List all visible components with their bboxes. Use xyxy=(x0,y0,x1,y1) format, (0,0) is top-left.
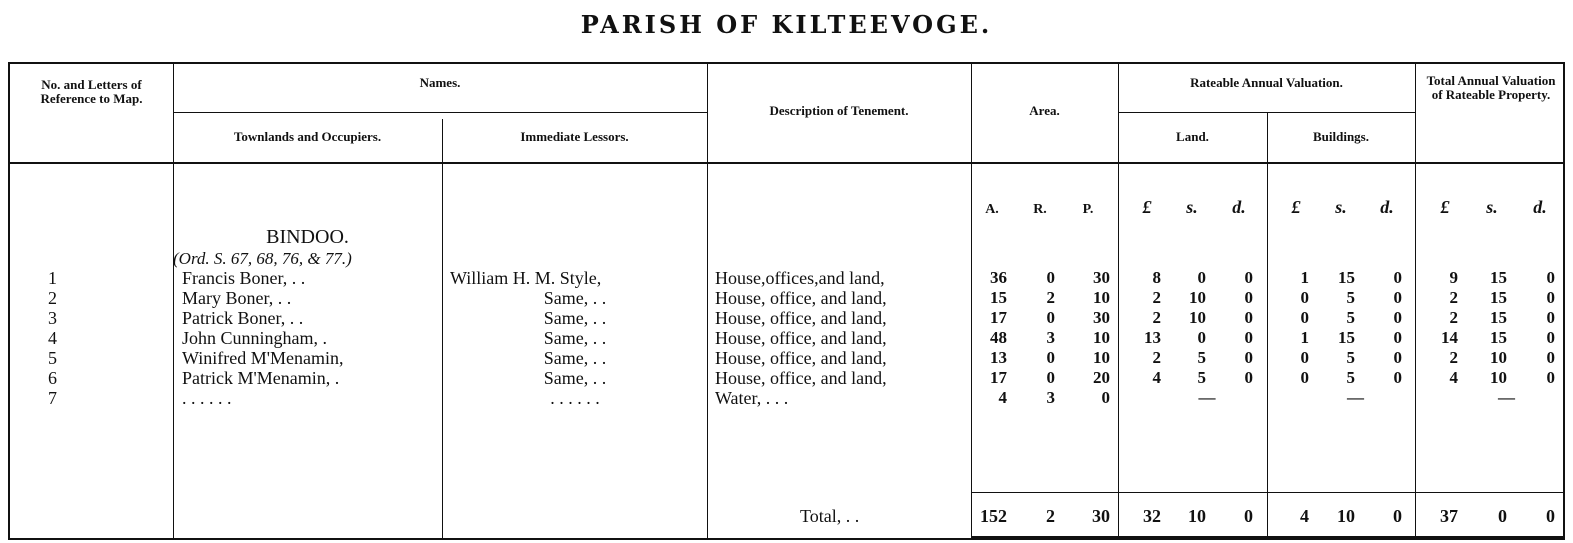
header-rateable: Rateable Annual Valuation. xyxy=(1190,75,1343,90)
buildings-value: 0 xyxy=(1300,348,1309,367)
header-names: Names. xyxy=(419,75,461,90)
land-value: 0 xyxy=(1244,368,1253,387)
townland-name: BINDOO. xyxy=(266,226,349,248)
area-value: 30 xyxy=(1093,268,1110,287)
land-value: 0 xyxy=(1197,268,1206,287)
buildings-value: 1 xyxy=(1300,268,1309,287)
area-value: 0 xyxy=(1101,388,1110,407)
area-value: 0 xyxy=(1046,348,1055,367)
lessor-name: Same, . . xyxy=(543,308,607,328)
unit-acres: A. xyxy=(985,202,999,217)
total-value: 9 xyxy=(1449,268,1458,287)
buildings-value: 0 xyxy=(1393,348,1402,367)
unit-pence: d. xyxy=(1380,197,1394,217)
occupier-name: Francis Boner, . . xyxy=(182,268,306,288)
header-rule xyxy=(1118,112,1415,113)
land-value: 8 xyxy=(1152,268,1161,287)
row-number: 7 xyxy=(48,388,57,408)
total-buildings-value: 0 xyxy=(1393,506,1402,526)
column-rule xyxy=(1267,112,1268,538)
total-buildings-value: 4 xyxy=(1300,506,1309,526)
buildings-value: 0 xyxy=(1393,268,1402,287)
occupier-name: Winifred M'Menamin, xyxy=(182,348,344,368)
total-rule xyxy=(971,492,1563,493)
total-area-value: 30 xyxy=(1092,506,1110,526)
tenement-description: House,offices,and land, xyxy=(715,268,885,288)
tenement-description: House, office, and land, xyxy=(715,348,887,368)
header-description: Description of Tenement. xyxy=(769,103,909,118)
area-value: 0 xyxy=(1046,268,1055,287)
header-rule xyxy=(10,162,1563,164)
column-rule xyxy=(1415,64,1416,538)
header-buildings: Buildings. xyxy=(1312,129,1369,144)
tenement-description: Water, . . . xyxy=(715,388,789,408)
row-number: 1 xyxy=(48,268,57,288)
header-townlands: Townlands and Occupiers. xyxy=(233,129,382,144)
page-title: PARISH OF KILTEEVOGE. xyxy=(580,10,993,39)
area-value: 48 xyxy=(990,328,1007,347)
buildings-value: 0 xyxy=(1300,308,1309,327)
lessor-name: . . . . . . xyxy=(550,388,600,408)
total-value: 14 xyxy=(1441,328,1458,347)
area-value: 0 xyxy=(1046,308,1055,327)
land-value: 4 xyxy=(1152,368,1161,387)
column-rule xyxy=(442,119,443,538)
total-value: 0 xyxy=(1546,268,1555,287)
land-value: 0 xyxy=(1244,308,1253,327)
row-number: 2 xyxy=(48,288,57,308)
land-value: 0 xyxy=(1244,328,1253,347)
total-value: 4 xyxy=(1449,368,1458,387)
area-value: 3 xyxy=(1046,388,1055,407)
lessor-name: Same, . . xyxy=(543,368,607,388)
header-land: Land. xyxy=(1176,129,1209,144)
total-area-value: 152 xyxy=(980,506,1007,526)
valuation-table xyxy=(8,62,1565,540)
total-value-dash: — xyxy=(1498,388,1515,407)
unit-perches: P. xyxy=(1082,202,1094,217)
unit-pence: d. xyxy=(1533,197,1547,217)
buildings-value: 15 xyxy=(1338,328,1355,347)
header-ref: No. and Letters of Reference to Map. xyxy=(40,77,143,106)
buildings-value: 15 xyxy=(1338,268,1355,287)
tenement-description: House, office, and land, xyxy=(715,308,887,328)
total-land-value: 10 xyxy=(1188,506,1206,526)
land-value: 2 xyxy=(1152,308,1161,327)
header-area: Area. xyxy=(1029,103,1060,118)
occupier-name: Patrick M'Menamin, . xyxy=(182,368,340,388)
area-value: 4 xyxy=(998,388,1007,407)
area-value: 2 xyxy=(1046,288,1055,307)
lessor-name: Same, . . xyxy=(543,348,607,368)
buildings-value: 5 xyxy=(1346,348,1355,367)
unit-shillings: s. xyxy=(1486,197,1498,217)
unit-pence: d. xyxy=(1232,197,1246,217)
total-value: 0 xyxy=(1546,288,1555,307)
total-value: 2 xyxy=(1449,308,1458,327)
land-value: 2 xyxy=(1152,348,1161,367)
header-lessors: Immediate Lessors. xyxy=(520,129,629,144)
area-value: 0 xyxy=(1046,368,1055,387)
row-number: 4 xyxy=(48,328,57,348)
tenement-description: House, office, and land, xyxy=(715,368,887,388)
area-value: 13 xyxy=(990,348,1007,367)
unit-pounds: £ xyxy=(1440,197,1450,217)
area-value: 3 xyxy=(1046,328,1055,347)
buildings-value: 0 xyxy=(1393,328,1402,347)
tenement-description: House, office, and land, xyxy=(715,288,887,308)
total-value: 2 xyxy=(1449,348,1458,367)
land-value-dash: — xyxy=(1198,388,1216,407)
land-value: 2 xyxy=(1152,288,1161,307)
occupier-name: Patrick Boner, . . xyxy=(182,308,304,328)
occupier-name: John Cunningham, . xyxy=(182,328,328,348)
occupier-name: Mary Boner, . . xyxy=(182,288,292,308)
area-value: 36 xyxy=(990,268,1007,287)
lessor-name: Same, . . xyxy=(543,288,607,308)
total-value: 2 xyxy=(1449,288,1458,307)
land-value: 10 xyxy=(1189,308,1206,327)
unit-shillings: s. xyxy=(1186,197,1198,217)
area-value: 10 xyxy=(1093,348,1110,367)
land-value: 0 xyxy=(1244,268,1253,287)
buildings-value: 1 xyxy=(1300,328,1309,347)
buildings-value: 0 xyxy=(1300,368,1309,387)
buildings-value: 5 xyxy=(1346,368,1355,387)
unit-pounds: £ xyxy=(1142,197,1152,217)
total-value: 0 xyxy=(1546,348,1555,367)
land-value: 5 xyxy=(1197,368,1206,387)
buildings-value: 0 xyxy=(1393,288,1402,307)
row-number: 3 xyxy=(48,308,57,328)
total-value: 15 xyxy=(1490,288,1507,307)
buildings-value: 0 xyxy=(1300,288,1309,307)
row-number: 6 xyxy=(48,368,57,388)
area-value: 17 xyxy=(990,308,1007,327)
unit-roods: R. xyxy=(1033,202,1047,217)
land-value: 0 xyxy=(1244,288,1253,307)
buildings-value-dash: — xyxy=(1347,388,1364,407)
land-value: 10 xyxy=(1189,288,1206,307)
occupier-name: . . . . . . xyxy=(182,388,232,408)
area-value: 10 xyxy=(1093,288,1110,307)
total-value: 15 xyxy=(1490,328,1507,347)
column-rule xyxy=(707,64,708,538)
total-label: Total, . . xyxy=(800,506,860,526)
land-value: 5 xyxy=(1197,348,1206,367)
buildings-value: 5 xyxy=(1346,288,1355,307)
area-value: 15 xyxy=(990,288,1007,307)
total-value: 0 xyxy=(1546,368,1555,387)
buildings-value: 0 xyxy=(1393,368,1402,387)
buildings-value: 0 xyxy=(1393,308,1402,327)
row-number: 5 xyxy=(48,348,57,368)
total-value: 0 xyxy=(1546,328,1555,347)
total-value: 0 xyxy=(1546,308,1555,327)
total-value: 10 xyxy=(1490,348,1507,367)
lessor-name: William H. M. Style, xyxy=(450,268,602,288)
area-value: 30 xyxy=(1093,308,1110,327)
header-rule xyxy=(173,112,707,113)
total-land-value: 0 xyxy=(1244,506,1253,526)
land-value: 0 xyxy=(1244,348,1253,367)
total-rule xyxy=(971,536,1563,538)
area-value: 20 xyxy=(1093,368,1110,387)
townland-ordnance: (Ord. S. 67, 68, 76, & 77.) xyxy=(173,249,352,268)
total-valuation-value: 37 xyxy=(1440,506,1458,526)
area-value: 10 xyxy=(1093,328,1110,347)
total-buildings-value: 10 xyxy=(1337,506,1355,526)
unit-shillings: s. xyxy=(1335,197,1347,217)
area-value: 17 xyxy=(990,368,1007,387)
land-value: 0 xyxy=(1197,328,1206,347)
total-valuation-value: 0 xyxy=(1498,506,1507,526)
lessor-name: Same, . . xyxy=(543,328,607,348)
total-value: 10 xyxy=(1490,368,1507,387)
buildings-value: 5 xyxy=(1346,308,1355,327)
total-valuation-value: 0 xyxy=(1546,506,1555,526)
total-area-value: 2 xyxy=(1046,506,1055,526)
total-land-value: 32 xyxy=(1143,506,1161,526)
header-total: Total Annual Valuation of Rateable Property. xyxy=(1426,73,1556,102)
total-value: 15 xyxy=(1490,268,1507,287)
tenement-description: House, office, and land, xyxy=(715,328,887,348)
unit-pounds: £ xyxy=(1291,197,1301,217)
land-value: 13 xyxy=(1144,328,1161,347)
total-value: 15 xyxy=(1490,308,1507,327)
